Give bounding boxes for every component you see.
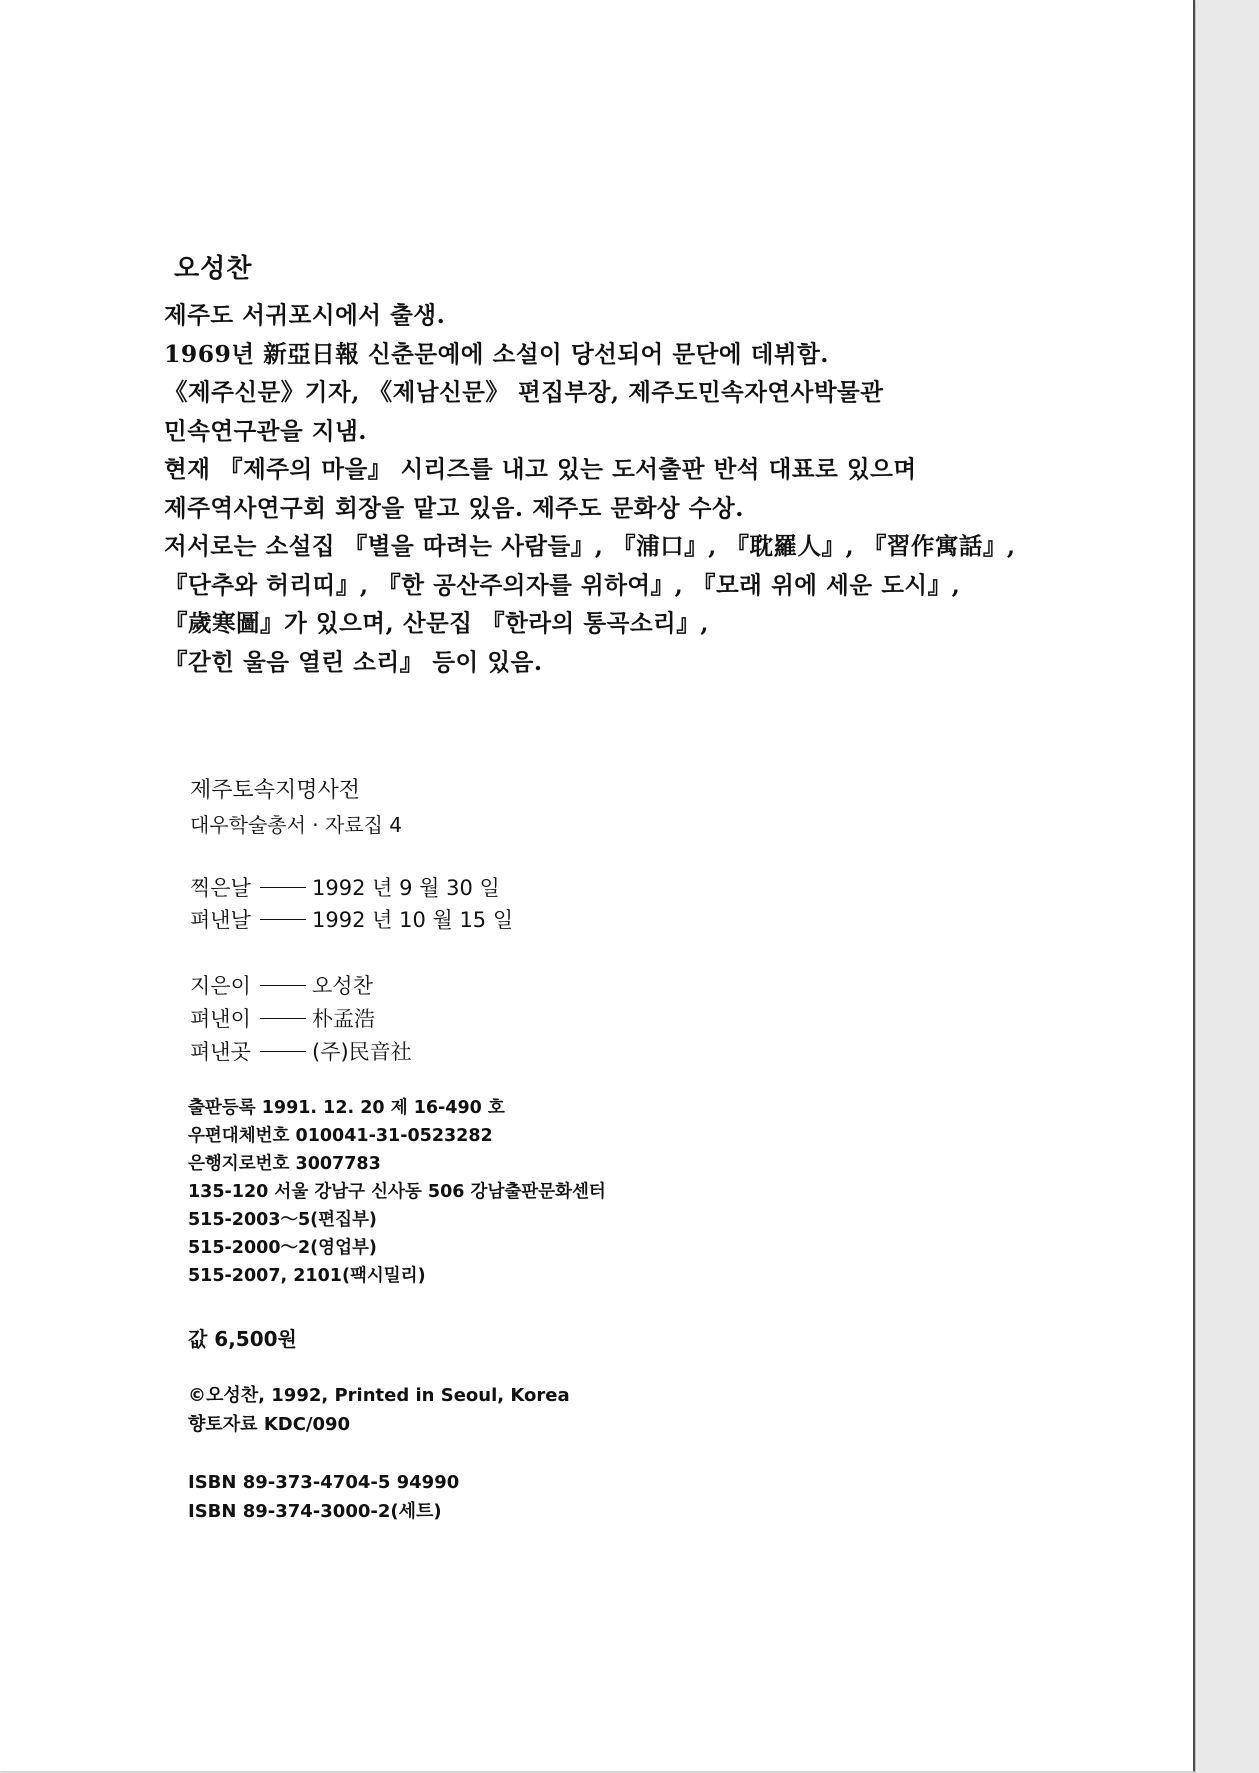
book-info: [190, 774, 402, 842]
date-label: 찍은날: [190, 876, 251, 900]
credit-value: 朴孟浩: [312, 1007, 375, 1031]
credit-label: 펴낸이: [190, 1007, 251, 1031]
phone-sales-line: 515-2000～2(영업부): [188, 1238, 377, 1258]
dash-rule: [260, 919, 306, 920]
bio-line: 『갇힌 울음 열린 소리』 등이 있음.: [164, 647, 543, 676]
print-date-row: [190, 872, 513, 904]
classification-line: 향토자료 KDC/090: [188, 1414, 351, 1435]
publishing-house-row: [190, 1036, 412, 1069]
credit-label: 지은이: [190, 974, 251, 998]
bio-line: 『歲寒圖』가 있으며, 산문집 『한라의 통곡소리』,: [164, 609, 709, 637]
address-line: 135-120 서울 강남구 신사동 506 강남출판문화센터: [188, 1182, 606, 1202]
dash-rule: [260, 1051, 306, 1052]
phone-editorial-line: 515-2003～5(편집부): [188, 1210, 377, 1230]
dash-rule: [260, 1018, 306, 1019]
copyright-line: ©오성찬, 1992, Printed in Seoul, Korea: [188, 1385, 570, 1406]
date-value: 1992 년 9 월 30 일: [312, 876, 500, 900]
date-value: 1992 년 10 월 15 일: [312, 908, 514, 932]
isbn-line: ISBN 89-373-4704-5 94990: [188, 1472, 460, 1493]
credit-value: 오성찬: [312, 974, 373, 998]
bio-line: 민속연구관을 지냄.: [164, 416, 367, 445]
publisher-credit-row: [190, 1003, 412, 1036]
price: 값 6,500원: [188, 1327, 297, 1351]
copyright-block: [188, 1381, 570, 1439]
registration-line: 출판등록 1991. 12. 20 제 16-490 호: [188, 1098, 505, 1118]
book-title: 제주토속지명사전: [190, 778, 361, 803]
bank-giro-line: 은행지로번호 3007783: [188, 1154, 381, 1174]
fax-line: 515-2007, 2101(팩시밀리): [188, 1266, 426, 1286]
dash-rule: [260, 887, 306, 888]
publisher-details: [188, 1094, 606, 1290]
author-credit-row: [190, 970, 412, 1003]
credits: [190, 970, 412, 1069]
isbn-set-line: ISBN 89-374-3000-2(세트): [188, 1501, 442, 1522]
bio-line: 《제주신문》기자, 《제남신문》 편집부장, 제주도민속자연사박물관: [164, 378, 884, 406]
author-biography: [164, 296, 1164, 681]
credit-value: (주)民音社: [312, 1040, 412, 1064]
bio-line: 『단추와 허리띠』, 『한 공산주의자를 위하여』, 『모래 위에 세운 도시』,: [164, 570, 961, 599]
book-series: 대우학술총서 · 자료집 4: [190, 813, 403, 837]
bio-line: 1969년 新亞日報 신춘문예에 소설이 당선되어 문단에 데뷔함.: [164, 339, 829, 368]
date-label: 펴낸날: [190, 908, 251, 932]
postal-transfer-line: 우편대체번호 010041-31-0523282: [188, 1126, 493, 1146]
bio-line: 제주역사연구회 회장을 맡고 있음. 제주도 문화상 수상.: [164, 493, 744, 522]
author-name: 오성찬: [174, 254, 253, 284]
dash-rule: [260, 985, 306, 986]
bio-line: 현재 『제주의 마을』 시리즈를 내고 있는 도서출판 반석 대표로 있으며: [164, 455, 917, 483]
bio-line: 제주도 서귀포시에서 출생.: [164, 301, 446, 329]
credit-label: 펴낸곳: [190, 1040, 251, 1064]
isbn-block: [188, 1468, 459, 1526]
bio-line: 저서로는 소설집 『별을 따려는 사람들』, 『浦口』, 『耽羅人』, 『習作寓話』,: [164, 532, 1016, 560]
publish-date-row: [190, 904, 513, 936]
viewer-background: [1196, 0, 1259, 1773]
print-dates: [190, 872, 513, 936]
